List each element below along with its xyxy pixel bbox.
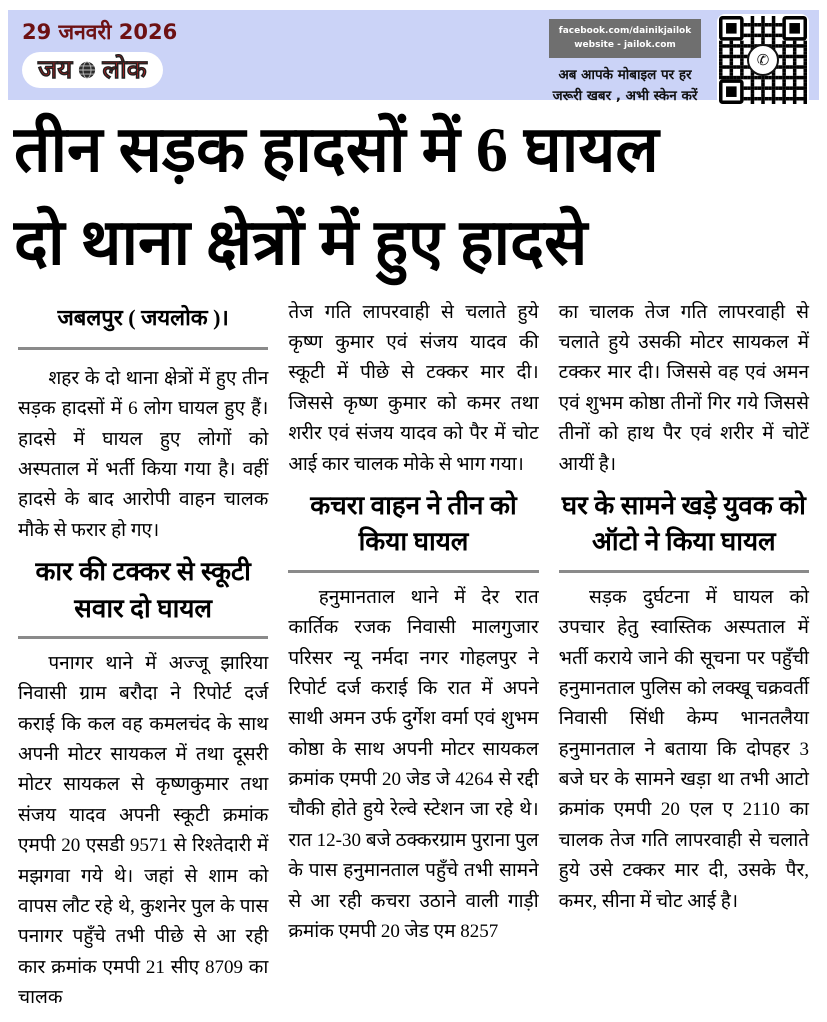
paragraph: शहर के दो थाना क्षेत्रों में हुए तीन सड़क हादसों में 6 लोग घायल हुए हैं। हादसे में घायल हुए लोगों को अस्पताल में भर्ती किया गया है। वहीं हादसे के बाद आरोपी वाहन चालक मौके से फरार हो गए।: [18, 367, 269, 541]
tagline-line-2: जरूरी खबर , अभी स्केन करें: [552, 87, 698, 104]
website-url: website - jailok.com: [574, 40, 676, 51]
main-headline: [14, 104, 813, 290]
subheading-car-scooty: कार की टक्कर से स्कूटी सवार दो घायल: [18, 554, 268, 639]
newspaper-page: [0, 10, 827, 1009]
paragraph: तेज गति लापरवाही से चलाते हुये कृष्ण कुमार एवं संजय यादव की स्कूटी में पीछे से टक्कर मार दी। जिससे कृष्ण कुमार को कमर तथा शरीर एवं संजय यादव को पैर में चोट आई कार चालक मोके से भाग गया।: [288, 301, 539, 475]
masthead-right-stack: [549, 19, 701, 107]
logo-word-2: लोक: [102, 55, 147, 85]
column-1: [18, 298, 268, 1022]
paragraph: पनागर थाने में अज्जू झारिया निवासी ग्राम बरौदा ने रिपोर्ट दर्ज कराई कि कल वह कमलचंद के साथ अपनी मोटर सायकल में तथा दूसरी मोटर सायकल से कृष्णकुमार तथा संजय यादव अपनी स्कूटी क्रमांक एमपी 20 एसडी 9571 से रिश्तेदारी में मझगवा गये थे। जहां से शाम को वापस लौट रहे थे, कुशनेर पुल के पास पनागर पहुँचे तभी पीछे से आ रही कार क्रमांक एमपी 21 सीए 8709 का चालक: [18, 652, 269, 1009]
column-2: [288, 298, 538, 1022]
jailok-logo: [22, 52, 163, 88]
scan-tagline: [549, 65, 701, 107]
headline-line-1: तीन सड़क हादसों में 6 घायल: [14, 114, 659, 185]
column-3: [559, 298, 809, 1022]
subheading-garbage-vehicle: कचरा वाहन ने तीन को किया घायल: [288, 488, 538, 573]
headline-line-2: दो थाना क्षेत्रों में हुए हादसे: [14, 206, 588, 278]
social-links-box: [549, 19, 701, 58]
masthead-band: [8, 10, 819, 104]
paragraph: सड़क दुर्घटना में घायल को उपचार हेतु स्वास्तिक अस्पताल में भर्ती कराये जाने की सूचना पर पहुँची हनुमानताल पुलिस को लक्खू चक्रवर्ती निवासी सिंधी केम्प भानतलैया हनुमानताल ने बताया कि दोपहर 3 बजे घर के सामने खड़ा था तभी आटो क्रमांक एमपी 20 एल ए 2110 का चालक तेज गति लापरवाही से चलाते हुये उसे टक्कर मार दी, उसके पैर, कमर, सीना में चोट आई है।: [558, 586, 809, 912]
article-body: [0, 290, 827, 1022]
whatsapp-icon: ✆: [747, 44, 779, 76]
facebook-url: facebook.com/dainikjailok: [558, 26, 692, 36]
logo-word-1: जय: [38, 55, 73, 85]
paragraph: का चालक तेज गति लापरवाही से चलाते हुये उसकी मोटर सायकल में टक्कर मार दी। जिससे वह एवं अमन एवं शुभम कोष्ठा तीनों गिर गये जिससे तीनों को हाथ पैर एवं शरीर में चोटें आयीं है।: [558, 301, 809, 475]
issue-date: 29 जनवरी 2026: [22, 20, 178, 44]
paragraph: हनुमानताल थाने में देर रात कार्तिक रजक निवासी मालगुजार परिसर न्यू नर्मदा नगर गोहलपुर ने रिपोर्ट दर्ज कराई कि रात में अपने साथी अमन उर्फ दुर्गेश वर्मा एवं शुभम कोष्ठा के साथ अपनी मोटर सायकल क्रमांक एमपी 20 जेड जे 4264 से रद्दी चौकी होते हुये रेल्वे स्टेशन जा रहे थे। रात 12-30 बजे ठक्करग्राम पुराना पुल के पास हनुमानताल पहुँचे तभी सामने से आ रही कचरा उठाने वाली गाड़ी क्रमांक एमपी 20 जेड एम 8257: [288, 586, 539, 943]
whatsapp-qr-code: [717, 14, 809, 106]
dateline: जबलपुर ( जयलोक )।: [18, 298, 268, 350]
tagline-line-1: अब आपके मोबाइल पर हर: [558, 66, 692, 83]
globe-icon: [78, 61, 96, 79]
subheading-auto-youth: घर के सामने खड़े युवक को ऑटो ने किया घायल: [559, 488, 809, 573]
